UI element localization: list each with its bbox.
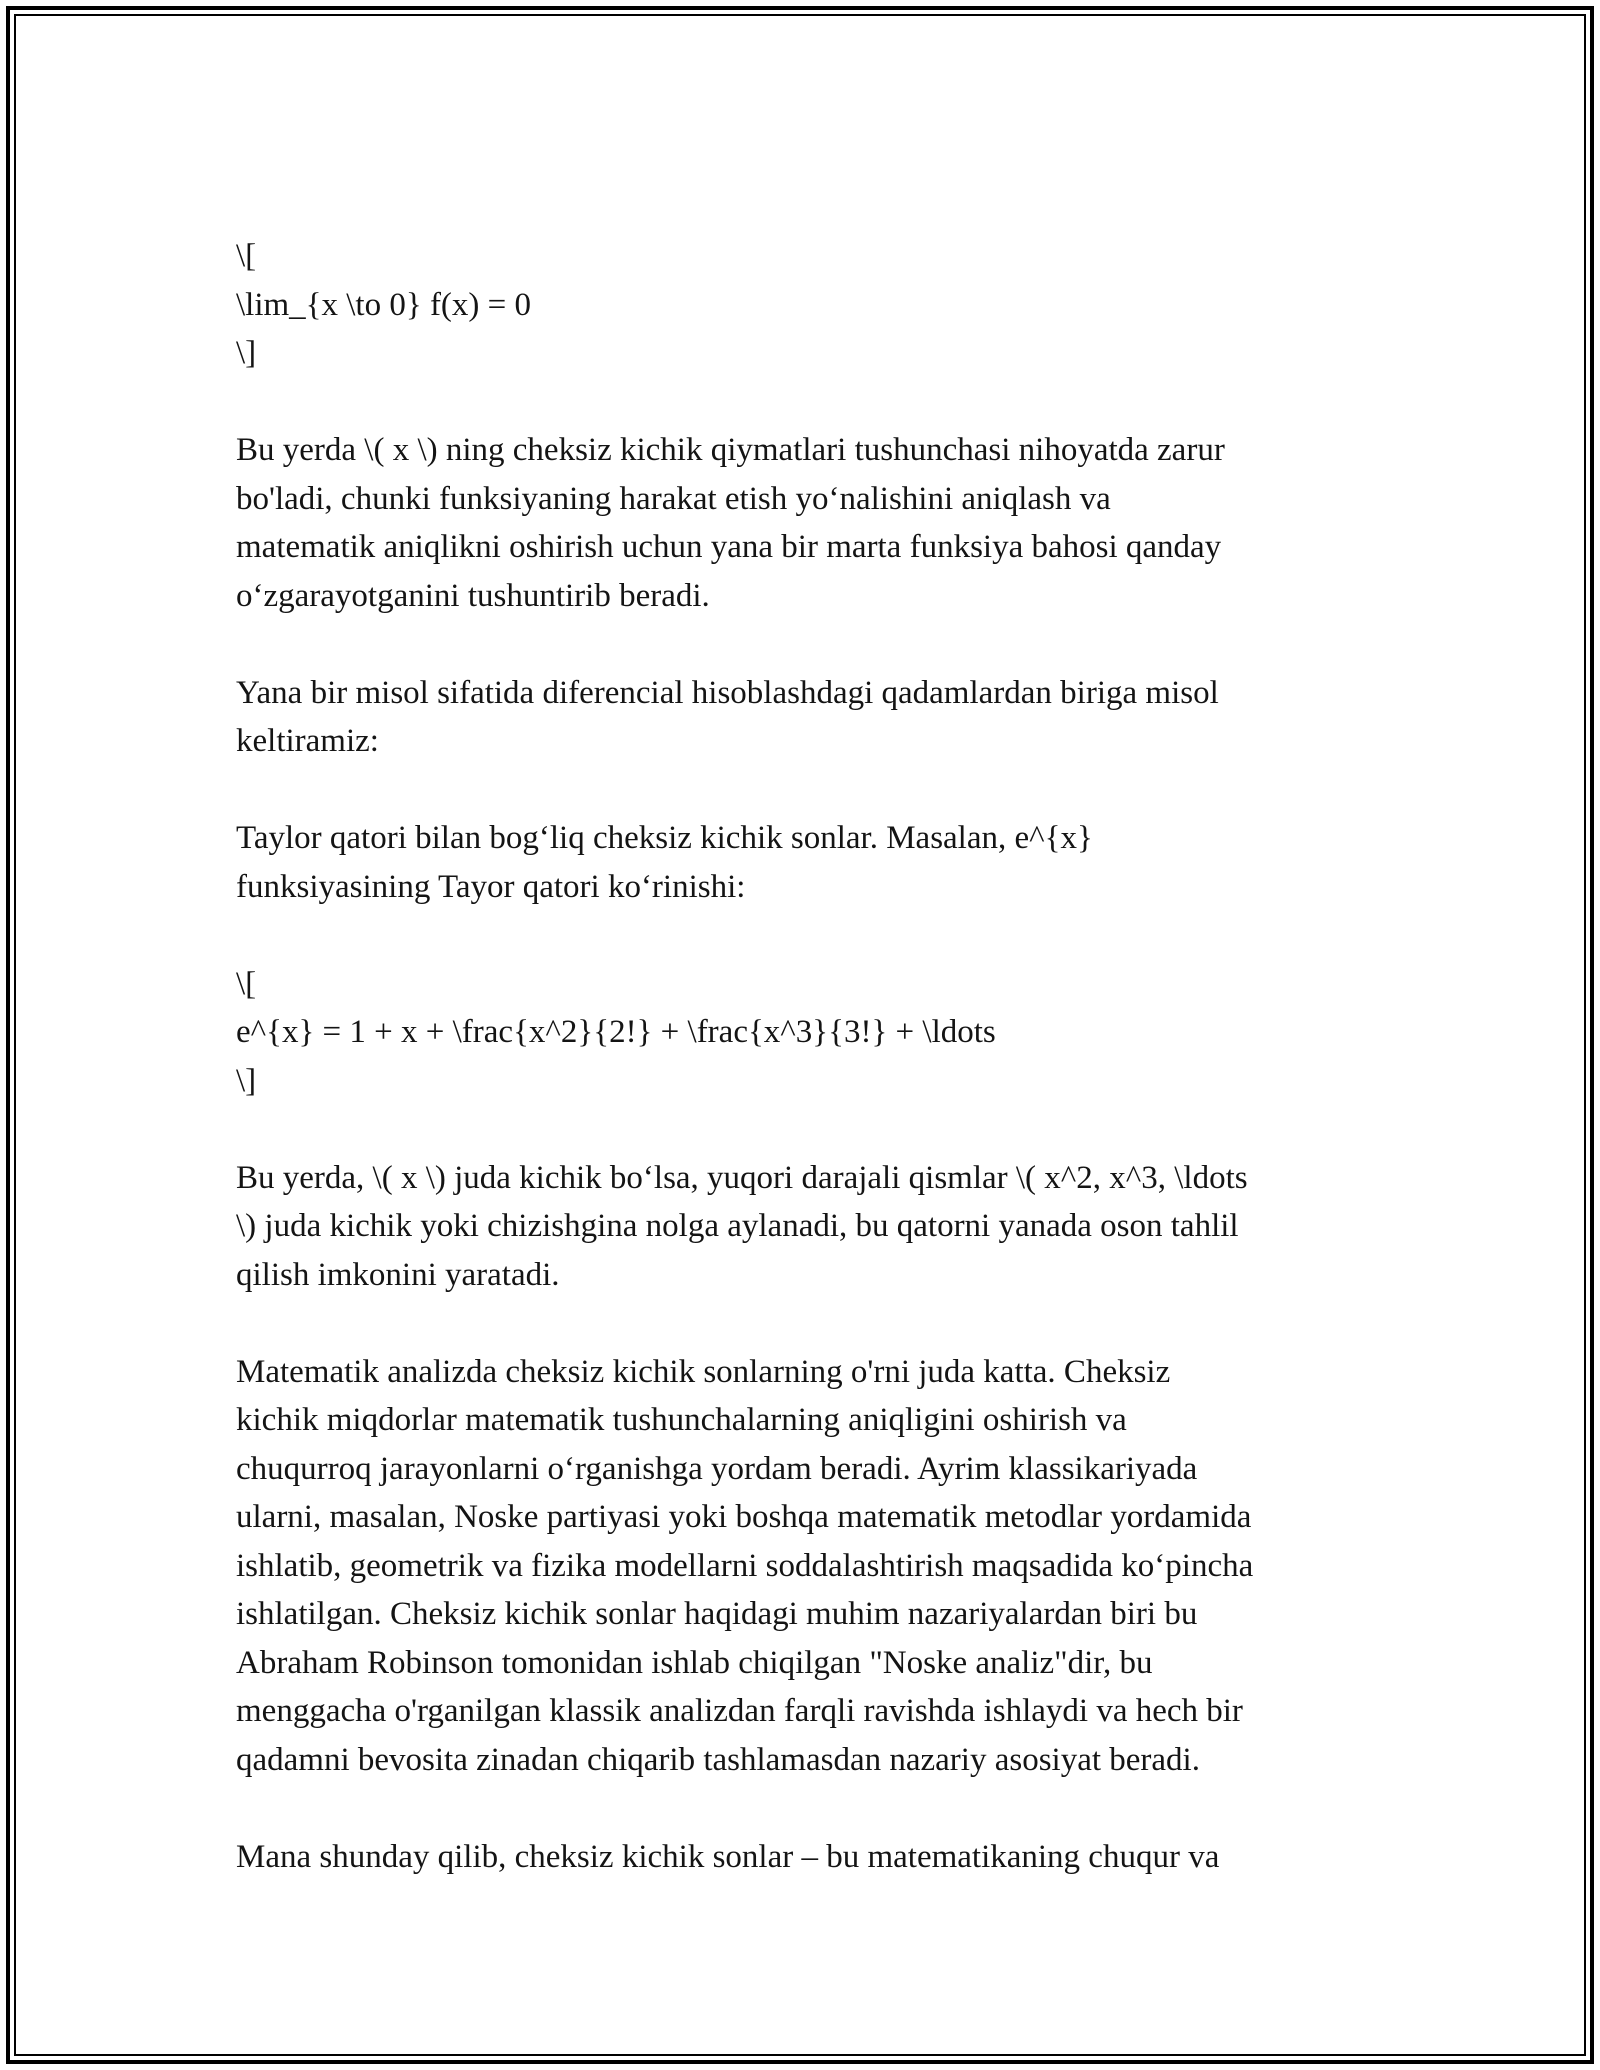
paragraph-1-line-1: Bu yerda \( x \) ning cheksiz kichik qiymatlari tushunchasi nihoyatda zarur (236, 432, 1225, 468)
paragraph-5-line-5: ishlatib, geometrik va fizika modellarni soddalashtirish maqsadida ko‘pincha (236, 1547, 1254, 1584)
formula-taylor: e^{x} = 1 + x + \frac{x^2}{2!} + \frac{x^3}{3!} + \ldots (236, 1014, 996, 1050)
paragraph-5-line-4: ularni, masalan, Noske partiyasi yoki boshqa matematik metodlar yordamida (236, 1499, 1252, 1535)
paragraph-4-line-2: \) juda kichik yoki chizishgina nolga aylanadi, bu qatorni yanada oson tahlil (236, 1208, 1239, 1244)
paragraph-5-line-2: kichik miqdorlar matematik tushunchalarning aniqligini oshirish va (236, 1402, 1127, 1438)
paragraph-5-line-8: menggacha o'rganilgan klassik analizdan farqli ravishda ishlaydi va hech bir (236, 1693, 1243, 1729)
paragraph-3-line-2: funksiyasining Tayor qatori ko‘rinishi: (236, 868, 746, 905)
formula-open: \[ (236, 965, 257, 1002)
formula-open: \[ (236, 238, 257, 274)
paragraph-2-line-1: Yana bir misol sifatida diferencial hisoblashdagi qadamlardan biriga misol (236, 674, 1219, 711)
paragraph-3-line-1: Taylor qatori bilan bog‘liq cheksiz kichik sonlar. Masalan, e^{x} (236, 820, 1093, 856)
paragraph-5-line-1: Matematik analizda cheksiz kichik sonlarning o'rni juda katta. Cheksiz (236, 1353, 1171, 1390)
paragraph-5-line-6: ishlatilgan. Cheksiz kichik sonlar haqidagi muhim nazariyalardan biri bu (236, 1596, 1198, 1632)
blank-line (236, 1784, 1396, 1833)
blank-line (236, 620, 1396, 669)
blank-line (236, 378, 1396, 427)
paragraph-6-line-1: Mana shunday qilib, cheksiz kichik sonlar – bu matematikaning chuqur va (236, 1838, 1220, 1875)
document-body (236, 232, 1396, 1881)
blank-line (236, 911, 1396, 960)
formula-close: \] (236, 1062, 257, 1099)
blank-line (236, 1299, 1396, 1348)
blank-line (236, 766, 1396, 815)
paragraph-5-line-9: qadamni bevosita zinadan chiqarib tashlamasdan nazariy asosiyat beradi. (236, 1741, 1200, 1778)
blank-line (236, 1105, 1396, 1154)
paragraph-4-line-3: qilish imkonini yaratadi. (236, 1256, 560, 1293)
paragraph-2-line-2: keltiramiz: (236, 723, 379, 759)
formula-limit: \lim_{x \to 0} f(x) = 0 (236, 286, 532, 323)
paragraph-4-line-1: Bu yerda, \( x \) juda kichik bo‘lsa, yuqori darajali qismlar \( x^2, x^3, \ldots (236, 1159, 1248, 1196)
paragraph-1-line-2: bo'ladi, chunki funksiyaning harakat etish yo‘nalishini aniqlash va (236, 480, 1111, 517)
paragraph-1-line-4: o‘zgarayotganini tushuntirib beradi. (236, 577, 710, 614)
paragraph-1-line-3: matematik aniqlikni oshirish uchun yana bir marta funksiya bahosi qanday (236, 529, 1222, 565)
paragraph-5-line-7: Abraham Robinson tomonidan ishlab chiqilgan "Noske analiz"dir, bu (236, 1644, 1153, 1681)
formula-close: \] (236, 335, 257, 371)
paragraph-5-line-3: chuqurroq jarayonlarni o‘rganishga yordam beradi. Ayrim klassikariyada (236, 1450, 1198, 1487)
